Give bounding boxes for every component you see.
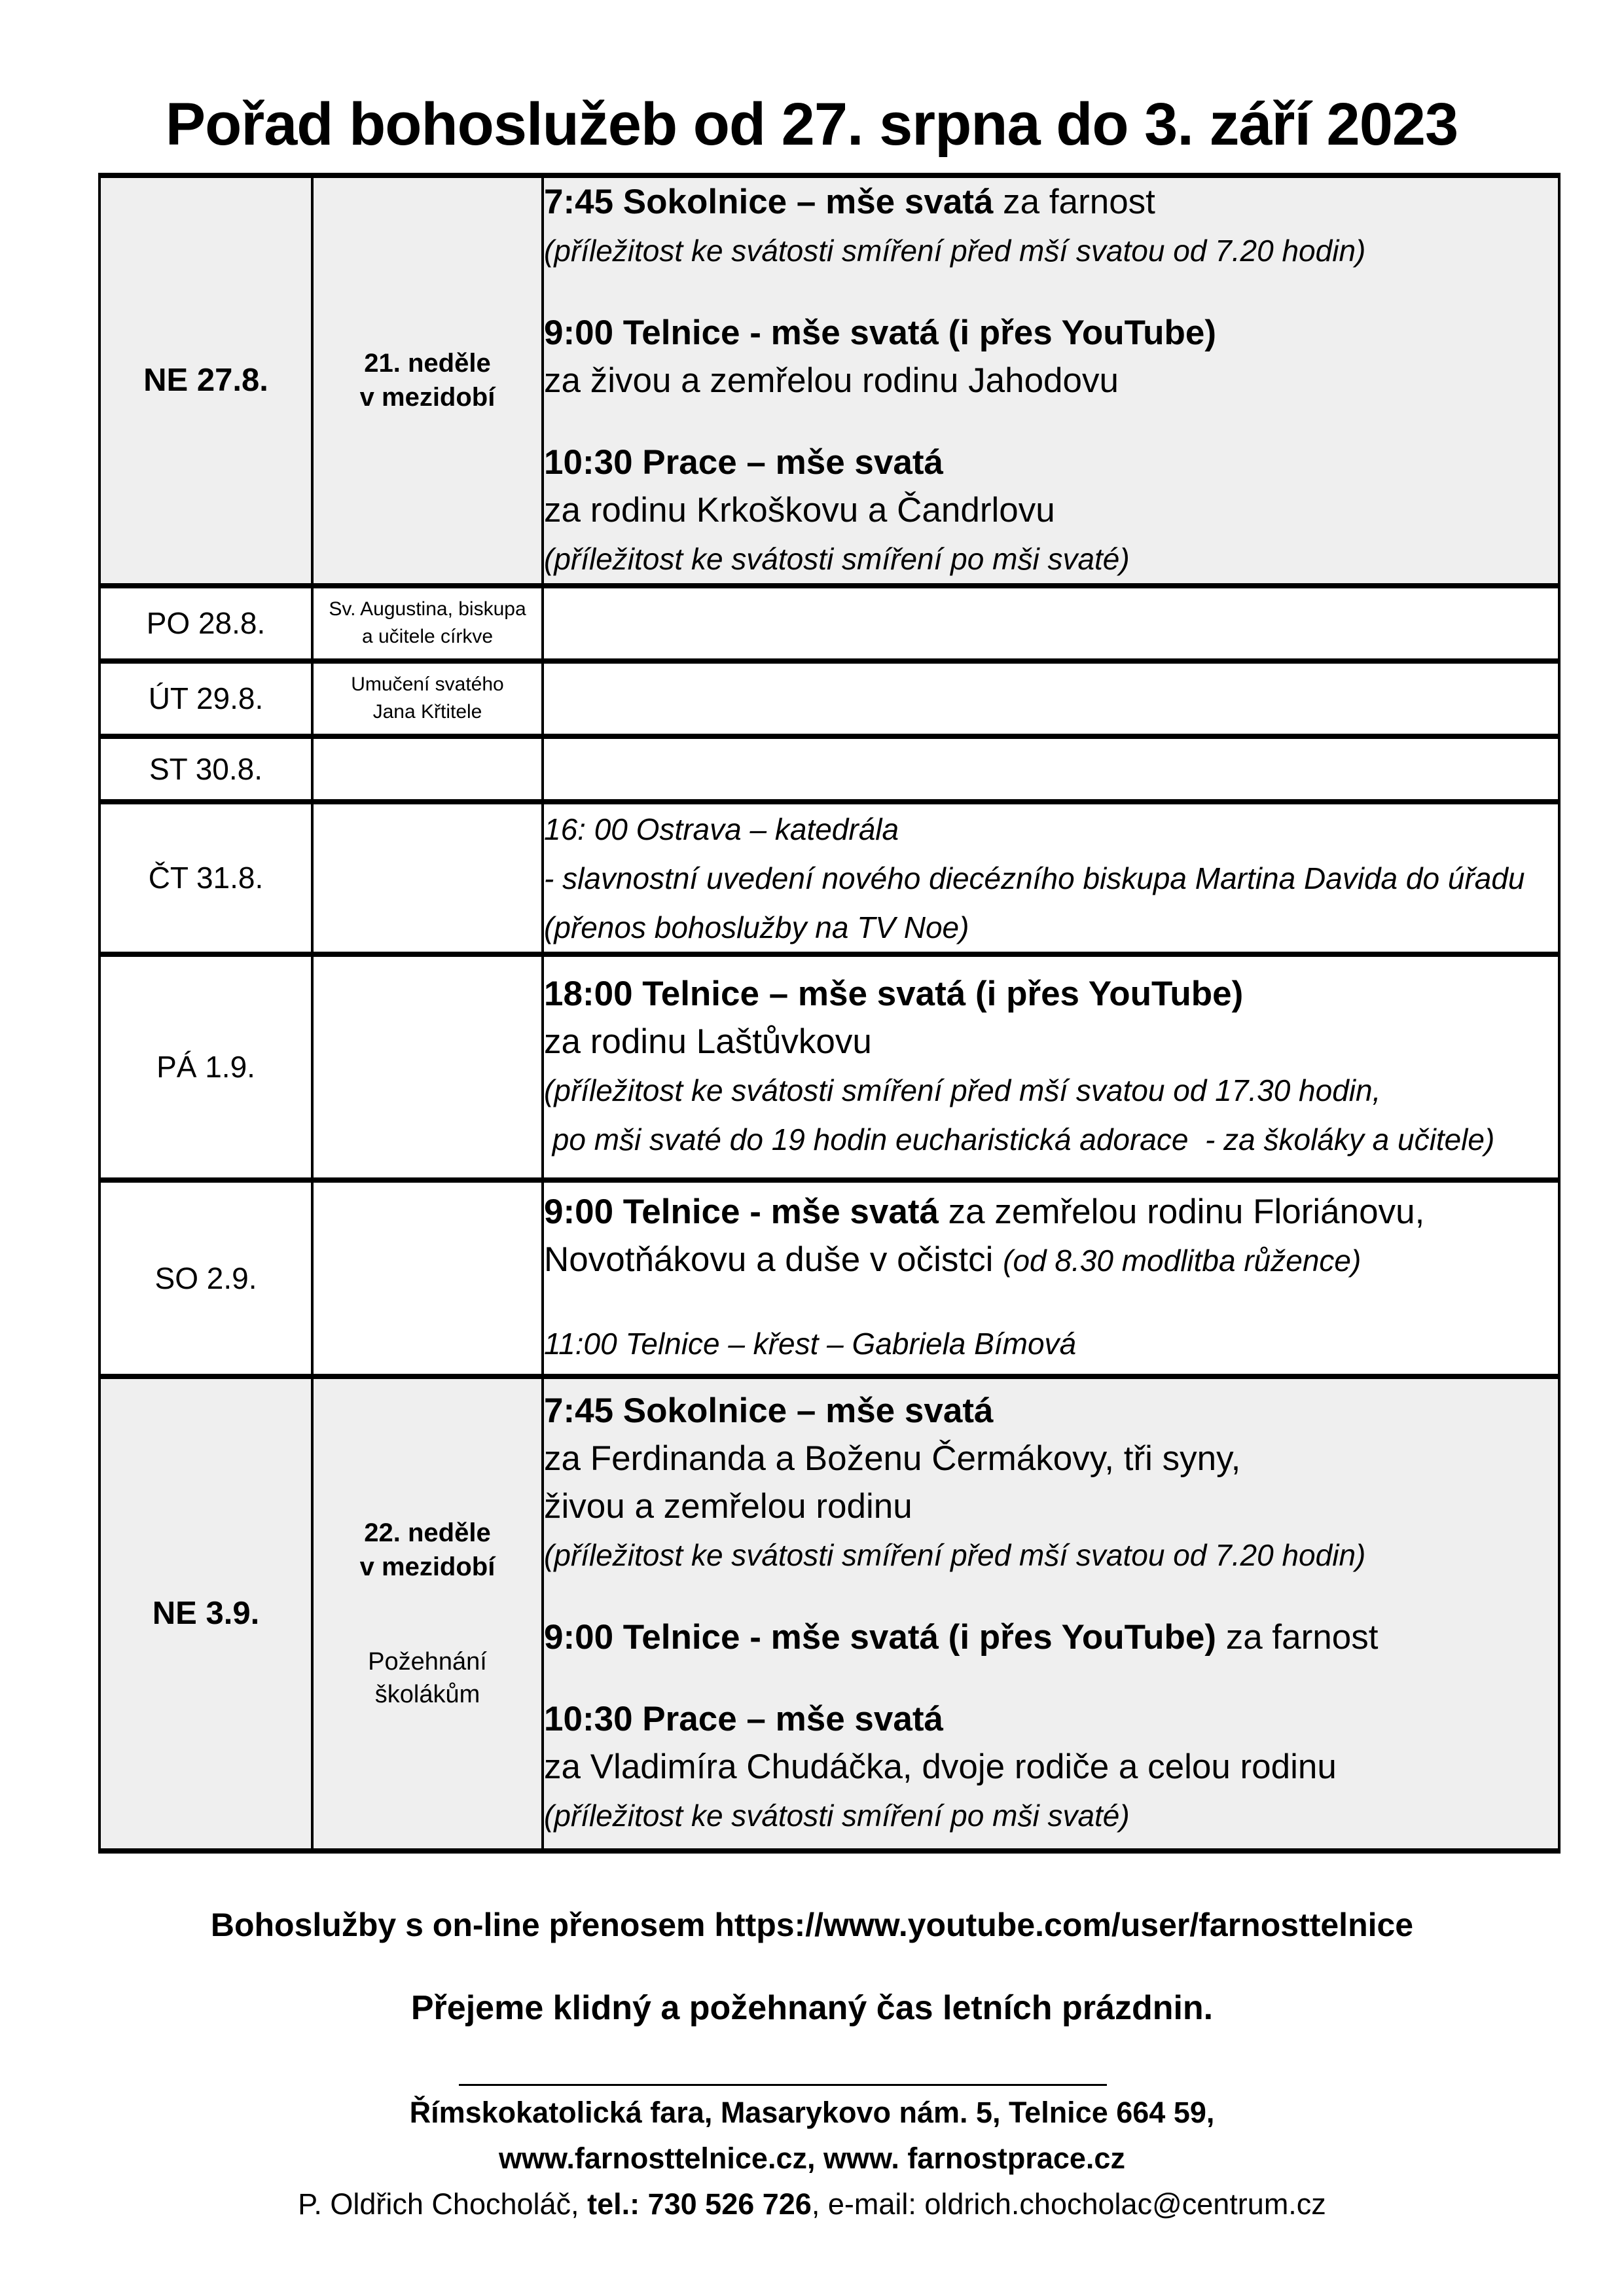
service-line xyxy=(544,1695,1558,1743)
service-line xyxy=(544,486,1558,534)
service-text: Novotňákovu a duše v očistci xyxy=(544,1240,1003,1280)
schedule-table xyxy=(98,173,1561,1854)
holiday-wish-note: Přejeme klidný a požehnaný čas letních prázdnin. xyxy=(410,1988,1214,2027)
day-date-cell: SO 2.9. xyxy=(99,1180,312,1376)
service-line xyxy=(544,1115,1558,1164)
day-date-cell: NE 3.9. xyxy=(99,1376,312,1851)
table-row-ne-3-9 xyxy=(99,1376,1559,1851)
online-broadcast-note: Bohoslužby s on-line přenosem https://www.youtube.com/user/farnosttelnice xyxy=(210,1906,1414,1943)
service-line xyxy=(544,1188,1558,1236)
service-text: 9:00 Telnice - mše svatá xyxy=(544,1193,939,1232)
table-row-st-30-8 xyxy=(99,736,1559,802)
service-text: (přenos bohoslužby na TV Noe) xyxy=(544,910,969,944)
service-text: za farnost xyxy=(1216,1618,1379,1657)
service-text: za zemřelou rodinu Floriánovu, xyxy=(938,1193,1425,1232)
parish-websites-line: www.farnosttelnice.cz, www. farnostprace.cz xyxy=(499,2141,1125,2175)
content-gap xyxy=(544,1661,1558,1695)
feast-line: Jana Křtitele xyxy=(372,701,482,723)
feast-cell xyxy=(312,1180,543,1376)
feast-line: školákům xyxy=(374,1680,480,1708)
service-line xyxy=(544,903,1558,952)
service-line xyxy=(544,853,1558,903)
services-cell xyxy=(543,1376,1559,1851)
feast-line: 22. neděle xyxy=(364,1518,491,1548)
table-row-ne-27-8 xyxy=(99,175,1559,586)
service-text: za rodinu Laštůvkovu xyxy=(544,1022,872,1062)
service-line xyxy=(544,1435,1558,1482)
service-text: (příležitost ke svátosti smíření po mši svaté) xyxy=(544,1799,1130,1833)
service-line xyxy=(544,1018,1558,1066)
service-text: 9:00 Telnice - mše svatá (i přes YouTube) xyxy=(544,1618,1216,1657)
feast-line: v mezidobí xyxy=(359,383,496,412)
services-cell xyxy=(543,954,1559,1180)
service-text: 16: 00 Ostrava – katedrála xyxy=(544,812,899,846)
service-line xyxy=(544,1613,1558,1661)
feast-line: Umučení svatého xyxy=(351,673,504,696)
schedule-body xyxy=(99,175,1559,1851)
service-text: za farnost xyxy=(993,182,1155,221)
service-line xyxy=(544,1236,1558,1285)
service-text: (příležitost ke svátosti smíření před mší svatou od 7.20 hodin) xyxy=(544,233,1366,268)
feast-line: a učitele církve xyxy=(361,626,494,648)
service-line xyxy=(544,178,1558,226)
day-date-cell: NE 27.8. xyxy=(99,175,312,586)
feast-line: Požehnání xyxy=(368,1648,487,1676)
feast-cell xyxy=(312,661,543,736)
page-title: Pořad bohoslužeb od 27. srpna do 3. září 2023 xyxy=(165,91,1458,158)
day-date-cell: ST 30.8. xyxy=(99,736,312,802)
service-text: 7:45 Sokolnice – mše svatá xyxy=(544,1391,994,1431)
services-cell xyxy=(543,1180,1559,1376)
service-line xyxy=(544,1530,1558,1579)
feast-line: Sv. Augustina, biskupa xyxy=(329,598,526,620)
service-line xyxy=(544,804,1558,853)
contact-name: P. Oldřich Chocholáč, xyxy=(298,2187,588,2221)
feast-cell xyxy=(312,1376,543,1851)
services-cell xyxy=(543,175,1559,586)
service-text: 11:00 Telnice – křest – Gabriela Bímová xyxy=(544,1327,1077,1361)
feast-line: v mezidobí xyxy=(359,1552,496,1582)
service-text: (příležitost ke svátosti smíření před mší svatou od 7.20 hodin) xyxy=(544,1538,1366,1573)
service-text: za rodinu Krkoškovu a Čandrlovu xyxy=(544,490,1055,529)
day-date-cell: ÚT 29.8. xyxy=(99,661,312,736)
service-text: (příležitost ke svátosti smíření před mší svatou od 17.30 hodin, xyxy=(544,1073,1381,1108)
table-row-ct-31-8 xyxy=(99,802,1559,954)
feast-cell xyxy=(312,954,543,1180)
content-gap xyxy=(544,1579,1558,1613)
service-text: za živou a zemřelou rodinu Jahodovu xyxy=(544,361,1119,400)
service-line xyxy=(544,1743,1558,1791)
service-text: živou a zemřelou rodinu xyxy=(544,1487,912,1526)
service-text: 10:30 Prace – mše svatá xyxy=(544,1700,943,1739)
service-text: 9:00 Telnice - mše svatá (i přes YouTube) xyxy=(544,313,1216,352)
parish-contact-line xyxy=(0,2181,1624,2227)
services-cell xyxy=(543,802,1559,954)
service-text: - slavnostní uvedení nového diecézního biskupa Martina Davida do úřadu xyxy=(544,861,1525,895)
service-text: (od 8.30 modlitba růžence) xyxy=(1003,1244,1362,1278)
service-line xyxy=(544,439,1558,486)
contact-phone: tel.: 730 526 726 xyxy=(587,2187,812,2221)
services-cell xyxy=(543,661,1559,736)
content-gap xyxy=(544,404,1558,439)
service-text: 7:45 Sokolnice – mše svatá xyxy=(544,182,994,221)
service-line xyxy=(544,309,1558,357)
footer-divider xyxy=(459,2084,1107,2086)
services-cell xyxy=(543,736,1559,802)
service-line xyxy=(544,1791,1558,1840)
day-date-cell: ČT 31.8. xyxy=(99,802,312,954)
service-line xyxy=(544,357,1558,404)
contact-email: , e-mail: oldrich.chocholac@centrum.cz xyxy=(811,2187,1326,2221)
service-text: (příležitost ke svátosti smíření po mši svaté) xyxy=(544,541,1130,576)
feast-line: 21. neděle xyxy=(364,349,491,378)
service-text: za Vladimíra Chudáčka, dvoje rodiče a celou rodinu xyxy=(544,1748,1337,1787)
service-text: po mši svaté do 19 hodin eucharistická adorace - za školáky a učitele) xyxy=(544,1122,1495,1157)
service-text: 18:00 Telnice – mše svatá (i přes YouTube) xyxy=(544,975,1244,1014)
service-line xyxy=(544,1319,1558,1368)
service-text: 10:30 Prace – mše svatá xyxy=(544,442,943,482)
content-gap xyxy=(544,275,1558,309)
service-line xyxy=(544,534,1558,583)
parish-address-line: Římskokatolická fara, Masarykovo nám. 5, Telnice 664 59, xyxy=(409,2095,1215,2129)
service-line xyxy=(544,1066,1558,1115)
service-text: za Ferdinanda a Boženu Čermákovy, tři syny, xyxy=(544,1439,1241,1479)
feast-cell xyxy=(312,175,543,586)
service-line xyxy=(544,1482,1558,1530)
table-row-ut-29-8 xyxy=(99,661,1559,736)
feast-gap xyxy=(314,1584,541,1646)
day-date-cell: PÁ 1.9. xyxy=(99,954,312,1180)
day-date-cell: PO 28.8. xyxy=(99,586,312,661)
feast-cell xyxy=(312,802,543,954)
service-line xyxy=(544,226,1558,275)
feast-cell xyxy=(312,736,543,802)
table-row-po-28-8 xyxy=(99,586,1559,661)
service-line xyxy=(544,1387,1558,1435)
table-row-so-2-9 xyxy=(99,1180,1559,1376)
table-row-pa-1-9 xyxy=(99,954,1559,1180)
content-gap xyxy=(544,1285,1558,1319)
service-line xyxy=(544,970,1558,1018)
services-cell xyxy=(543,586,1559,661)
feast-cell xyxy=(312,586,543,661)
